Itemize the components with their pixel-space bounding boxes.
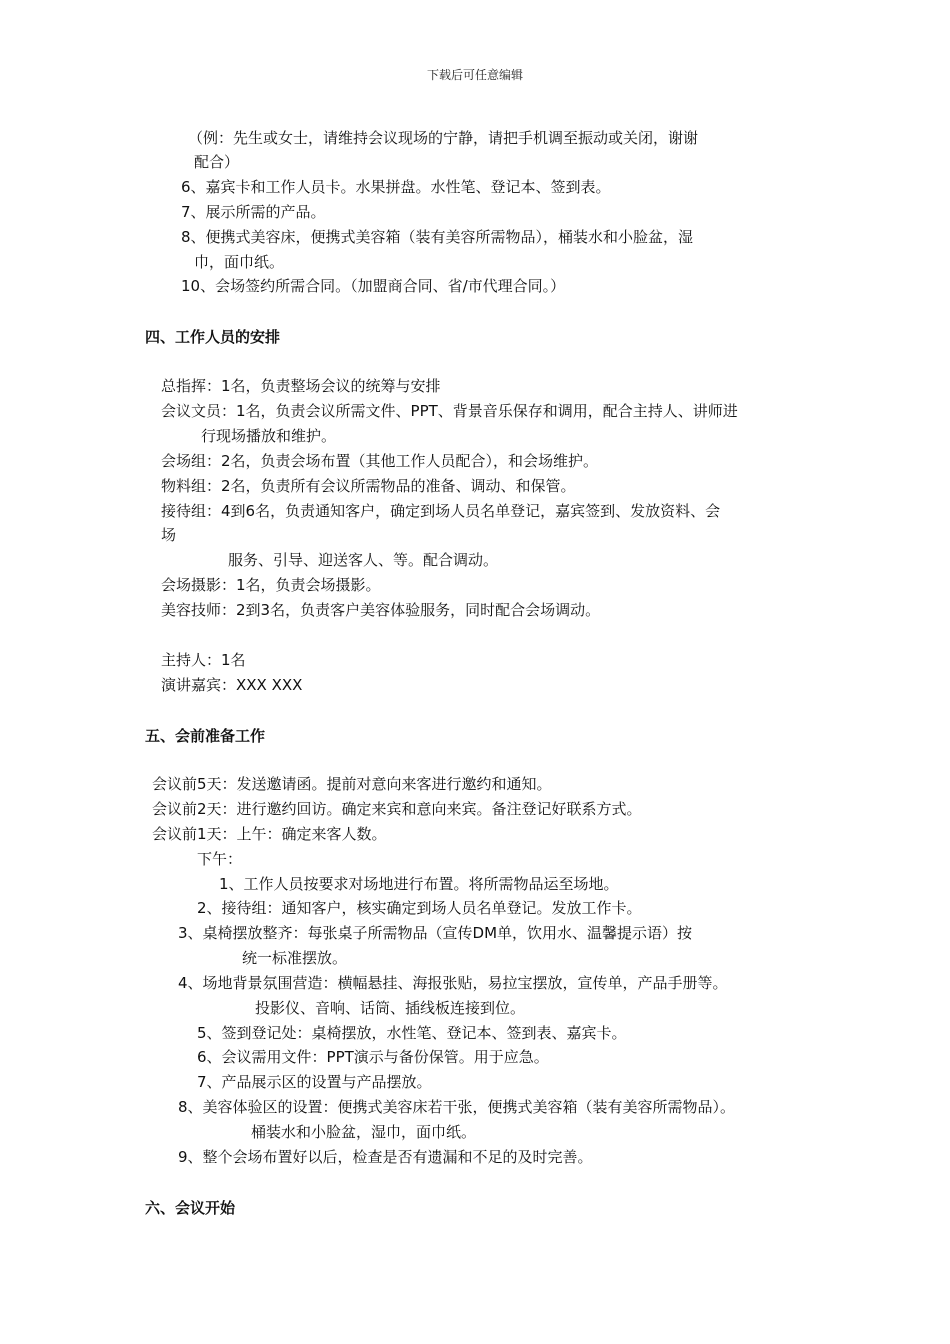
text-line: 配合） — [194, 153, 240, 171]
text-line: 会议前2天：进行邀约回访。确定来宾和意向来宾。备注登记好联系方式。 — [152, 800, 642, 818]
text-line: 接待组：4到6名，负责通知客户，确定到场人员名单登记，嘉宾签到、发放资料、会 — [161, 502, 721, 520]
text-line: 下午： — [197, 850, 243, 868]
list-item: 1、工作人员按要求对场地进行布置。将所需物品运至场地。 — [219, 875, 619, 893]
list-item: 2、接待组：通知客户，核实确定到场人员名单登记。发放工作卡。 — [197, 899, 642, 917]
text-line: 演讲嘉宾：XXX XXX — [161, 676, 303, 694]
list-item: 3、桌椅摆放整齐：每张桌子所需物品（宣传DM单，饮用水、温馨提示语）按 — [178, 924, 693, 942]
text-line: 投影仪、音响、话筒、插线板连接到位。 — [255, 999, 526, 1017]
text-line: 会议前5天：发送邀请函。提前对意向来客进行邀约和通知。 — [152, 775, 552, 793]
text-line: 美容技师：2到3名，负责客户美容体验服务，同时配合会场调动。 — [161, 601, 601, 619]
text-line: （例：先生或女士，请维持会议现场的宁静，请把手机调至振动或关闭，谢谢 — [188, 129, 699, 147]
text-line: 巾，面巾纸。 — [194, 253, 285, 271]
list-item: 5、签到登记处：桌椅摆放，水性笔、登记本、签到表、嘉宾卡。 — [197, 1024, 627, 1042]
text-line: 主持人：1名 — [161, 651, 246, 669]
list-item: 7、展示所需的产品。 — [181, 203, 326, 221]
text-line: 总指挥：1名，负责整场会议的统筹与安排 — [161, 377, 441, 395]
text-line: 行现场播放和维护。 — [201, 427, 337, 445]
list-item: 4、场地背景氛围营造：横幅悬挂、海报张贴，易拉宝摆放，宣传单，产品手册等。 — [178, 974, 728, 992]
list-item: 10、会场签约所需合同。（加盟商合同、省/市代理合同。） — [181, 277, 566, 295]
section-heading: 四、工作人员的安排 — [145, 328, 281, 346]
text-line: 场 — [161, 526, 177, 544]
text-line: 物料组：2名，负责所有会议所需物品的准备、调动、和保管。 — [161, 477, 576, 495]
list-item: 9、整个会场布置好以后，检查是否有遗漏和不足的及时完善。 — [178, 1148, 593, 1166]
text-line: 服务、引导、迎送客人、等。配合调动。 — [228, 551, 499, 569]
list-item: 8、美容体验区的设置：便携式美容床若干张，便携式美容箱（装有美容所需物品）。 — [178, 1098, 736, 1116]
list-item: 8、便携式美容床，便携式美容箱（装有美容所需物品），桶装水和小脸盆，湿 — [181, 228, 694, 246]
text-line: 会场组：2名，负责会场布置（其他工作人员配合），和会场维护。 — [161, 452, 599, 470]
section-heading: 五、会前准备工作 — [145, 727, 266, 745]
list-item: 7、产品展示区的设置与产品摆放。 — [197, 1073, 432, 1091]
text-line: 桶装水和小脸盆，湿巾，面巾纸。 — [251, 1123, 477, 1141]
text-line: 统一标准摆放。 — [242, 949, 348, 967]
text-line: 会场摄影：1名，负责会场摄影。 — [161, 576, 381, 594]
section-heading: 六、会议开始 — [145, 1199, 236, 1217]
text-line: 会议前1天：上午：确定来客人数。 — [152, 825, 387, 843]
list-item: 6、会议需用文件：PPT演示与备份保管。用于应急。 — [197, 1048, 549, 1066]
page-header: 下载后可任意编辑 — [426, 68, 523, 82]
list-item: 6、嘉宾卡和工作人员卡。水果拼盘。水性笔、登记本、签到表。 — [181, 178, 611, 196]
text-line: 会议文员：1名，负责会议所需文件、PPT、背景音乐保存和调用，配合主持人、讲师进 — [161, 402, 738, 420]
